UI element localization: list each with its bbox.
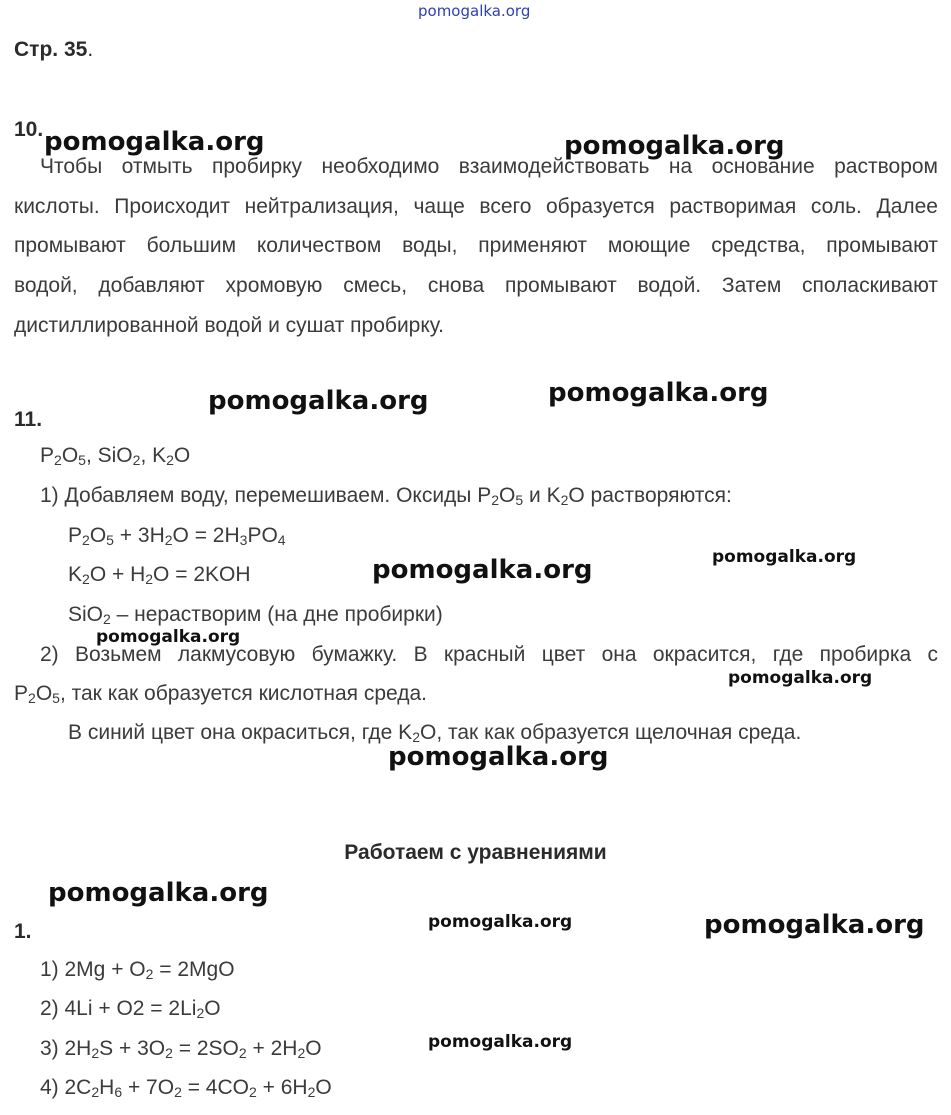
watermark: pomogalka.org — [428, 1032, 573, 1052]
task-10-line: водой, добавляют хромовую смесь, снова промывают водой. Затем споласкивают — [14, 274, 938, 297]
task-11-equation-2: $K_2O + H_2O = 2KOH$ — [68, 563, 251, 587]
task-1-equation: 1) $2Mg + O_2 = 2MgO$ — [40, 958, 235, 982]
watermark: pomogalka.org — [704, 910, 925, 940]
task-10-number: 10. — [14, 118, 44, 141]
task-11-number: 11. — [14, 408, 43, 431]
task-1-equation: 2) $4Li + O2 = 2Li_2O$ — [40, 997, 221, 1021]
task-11-step-2: 2) Возьмем лакмусовую бумажку. В красный цвет она окрасится, где пробирка с — [40, 643, 938, 666]
page-label — [14, 38, 93, 62]
watermark: pomogalka.org — [44, 127, 265, 157]
task-11-equation-3: SiO$_2$ – нерастворим (на дне пробирки) — [68, 603, 443, 627]
task-11-oxides: $P_2O_5$, SiO$_2$, $K_2O$ — [40, 444, 191, 468]
task-10-line: кислоты. Происходит нейтрализация, чаще всего образуется растворимая соль. Далее — [14, 195, 938, 218]
watermark: pomogalka.org — [208, 386, 429, 416]
watermark: pomogalka.org — [372, 555, 593, 585]
watermark: pomogalka.org — [48, 878, 269, 908]
watermark: pomogalka.org — [96, 627, 241, 647]
watermark: pomogalka.org — [564, 131, 785, 161]
task-1-number: 1. — [14, 920, 32, 943]
task-11-step-2-blue: В синий цвет она окраситься, где $K_2O$, так как образуется щелочная среда. — [68, 721, 802, 745]
task-10-line: Чтобы отмыть пробирку необходимо взаимодействовать на основание раствором — [40, 155, 938, 178]
top-watermark[interactable]: pomogalka.org — [418, 2, 531, 20]
watermark: pomogalka.org — [548, 378, 769, 408]
task-10-line: дистиллированной водой и сушат пробирку. — [14, 314, 445, 337]
watermark: pomogalka.org — [388, 742, 609, 772]
task-1-equation: 4) $2C_2H_6 + 7O_2 = 4CO_2 + 6H_2O$ — [40, 1076, 332, 1100]
task-11-step-1: 1) Добавляем воду, перемешиваем. Оксиды $P_2O_5$ и $K_2O$ растворяются: — [40, 484, 732, 508]
watermark: pomogalka.org — [712, 547, 857, 567]
page-label-text: Стр. 35 — [14, 38, 88, 61]
section-title: Работаем с уравнениями — [344, 841, 607, 864]
watermark: pomogalka.org — [728, 668, 873, 688]
task-1-equation: 3) $2H_2S + 3O_2 = 2SO_2 + 2H_2O$ — [40, 1037, 322, 1061]
task-10-line: промывают большим количеством воды, применяют моющие средства, промывают — [14, 234, 938, 257]
page-label-dot: . — [87, 38, 94, 61]
watermark: pomogalka.org — [428, 912, 573, 932]
task-11-step-2-cont: $P_2O_5$, так как образуется кислотная среда. — [14, 682, 428, 706]
task-11-equation-1: $P_2O_5 + 3H_2O = 2H_3PO_4$ — [68, 524, 286, 548]
